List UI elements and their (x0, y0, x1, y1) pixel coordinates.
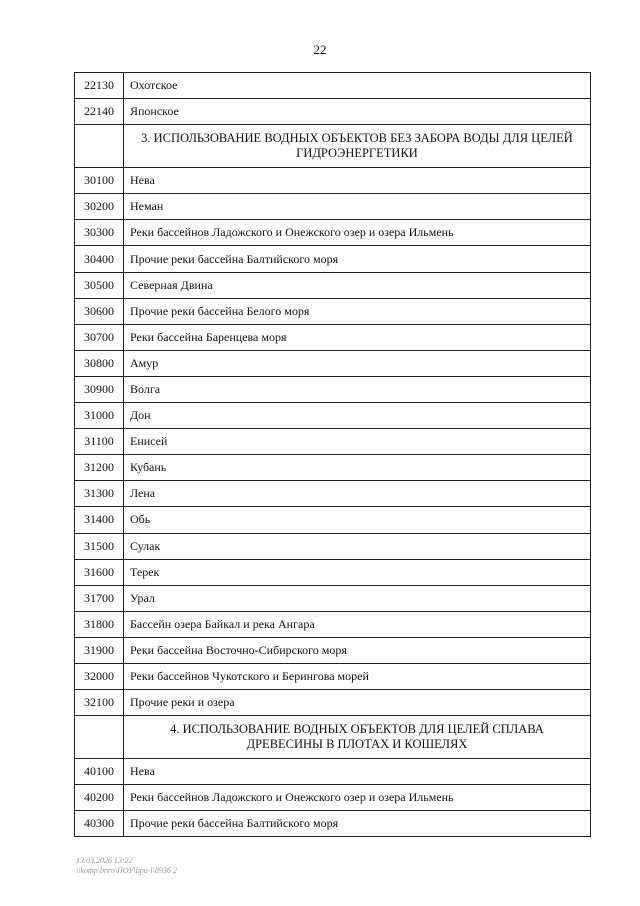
code-cell (75, 125, 124, 168)
name-cell: Урал (124, 585, 591, 611)
code-cell: 31800 (75, 611, 124, 637)
stamp-datetime: 13.03.2026 13:22 (76, 856, 133, 865)
name-cell: Нева (124, 759, 591, 785)
table-row (75, 585, 591, 611)
name-cell: Обь (124, 507, 591, 533)
table-row (75, 220, 591, 246)
table-row (75, 99, 591, 125)
code-cell: 30700 (75, 324, 124, 350)
table-row (75, 611, 591, 637)
code-cell: 40200 (75, 785, 124, 811)
code-cell: 31400 (75, 507, 124, 533)
name-cell: Реки бассейнов Чукотского и Берингова морей (124, 663, 591, 689)
code-cell: 30600 (75, 298, 124, 324)
name-cell: Реки бассейна Баренцева моря (124, 324, 591, 350)
name-cell: Реки бассейна Восточно-Сибирского моря (124, 637, 591, 663)
code-cell: 30100 (75, 168, 124, 194)
table-row (75, 785, 591, 811)
table-row (75, 690, 591, 716)
code-cell: 31000 (75, 403, 124, 429)
name-cell: Прочие реки бассейна Балтийского моря (124, 246, 591, 272)
name-cell: Реки бассейнов Ладожского и Онежского озер и озера Ильмень (124, 220, 591, 246)
code-cell: 31100 (75, 429, 124, 455)
name-cell: Северная Двина (124, 272, 591, 298)
table-row (75, 376, 591, 402)
code-cell: 31300 (75, 481, 124, 507)
table-row (75, 246, 591, 272)
table-row (75, 194, 591, 220)
table-row (75, 298, 591, 324)
name-cell: Бассейн озера Байкал и река Ангара (124, 611, 591, 637)
name-cell: Лена (124, 481, 591, 507)
table-row (75, 350, 591, 376)
table-row (75, 637, 591, 663)
table-row (75, 759, 591, 785)
code-cell: 22140 (75, 99, 124, 125)
document-stamp (76, 856, 177, 876)
code-cell: 32000 (75, 663, 124, 689)
section-heading-row (75, 125, 591, 168)
code-cell: 31500 (75, 533, 124, 559)
code-cell: 40100 (75, 759, 124, 785)
code-cell: 31200 (75, 455, 124, 481)
name-cell: Волга (124, 376, 591, 402)
table-body (75, 73, 591, 837)
name-cell: Терек (124, 559, 591, 585)
code-cell: 30800 (75, 350, 124, 376)
table-row (75, 168, 591, 194)
name-cell: Неман (124, 194, 591, 220)
code-cell: 31900 (75, 637, 124, 663)
name-cell: Японское (124, 99, 591, 125)
name-cell: Охотское (124, 73, 591, 99)
code-cell: 40300 (75, 811, 124, 837)
table-row (75, 481, 591, 507)
code-cell (75, 716, 124, 759)
code-cell: 30200 (75, 194, 124, 220)
name-cell: Дон (124, 403, 591, 429)
table-row (75, 403, 591, 429)
code-cell: 31700 (75, 585, 124, 611)
name-cell: Нева (124, 168, 591, 194)
code-cell: 32100 (75, 690, 124, 716)
table-row (75, 559, 591, 585)
name-cell: Амур (124, 350, 591, 376)
name-cell: Прочие реки и озера (124, 690, 591, 716)
name-cell: Сулак (124, 533, 591, 559)
stamp-filepath: \\komp\bnro\ПОУ\bpu-l\8936 2 (76, 866, 177, 875)
code-cell: 30300 (75, 220, 124, 246)
table-row (75, 272, 591, 298)
code-cell: 30500 (75, 272, 124, 298)
table-row (75, 455, 591, 481)
table-row (75, 73, 591, 99)
code-cell: 30400 (75, 246, 124, 272)
table-row (75, 533, 591, 559)
section-heading-row (75, 716, 591, 759)
section-heading-cell: 3. ИСПОЛЬЗОВАНИЕ ВОДНЫХ ОБЪЕКТОВ БЕЗ ЗАБОРА ВОДЫ ДЛЯ ЦЕЛЕЙ ГИДРОЭНЕРГЕТИКИ (124, 125, 591, 168)
table-row (75, 811, 591, 837)
table-row (75, 324, 591, 350)
code-cell: 30900 (75, 376, 124, 402)
code-cell: 31600 (75, 559, 124, 585)
table-row (75, 429, 591, 455)
name-cell: Кубань (124, 455, 591, 481)
classification-table (74, 72, 591, 837)
name-cell: Прочие реки бассейна Белого моря (124, 298, 591, 324)
name-cell: Реки бассейнов Ладожского и Онежского озер и озера Ильмень (124, 785, 591, 811)
table-row (75, 663, 591, 689)
name-cell: Прочие реки бассейна Балтийского моря (124, 811, 591, 837)
table-row (75, 507, 591, 533)
name-cell: Енисей (124, 429, 591, 455)
code-cell: 22130 (75, 73, 124, 99)
section-heading-cell: 4. ИСПОЛЬЗОВАНИЕ ВОДНЫХ ОБЪЕКТОВ ДЛЯ ЦЕЛЕЙ СПЛАВА ДРЕВЕСИНЫ В ПЛОТАХ И КОШЕЛЯХ (124, 716, 591, 759)
page-number: 22 (313, 42, 327, 57)
